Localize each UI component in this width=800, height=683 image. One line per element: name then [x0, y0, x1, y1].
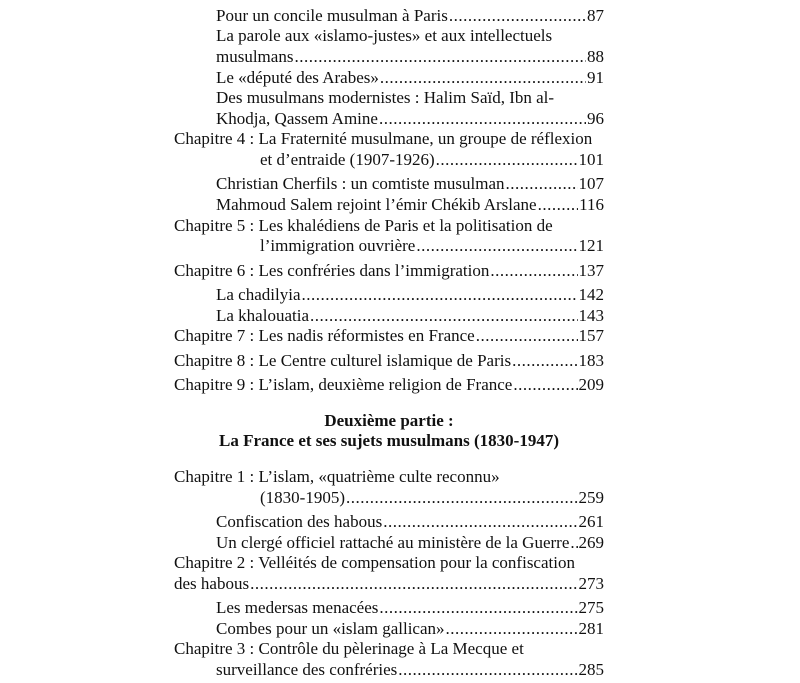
- toc-entry: [216, 305, 604, 327]
- toc-leader: [538, 194, 579, 216]
- toc-page-number: 281: [578, 618, 604, 638]
- toc-entry-title: Mahmoud Salem rejoint l’émir Chékib Arslane: [216, 195, 537, 214]
- toc-leader: [446, 618, 578, 640]
- toc-page-number: 261: [578, 511, 604, 531]
- toc-page-number: 275: [578, 598, 604, 618]
- toc-entry: [216, 194, 604, 216]
- toc-entry: [216, 46, 604, 68]
- toc-leader: [379, 108, 586, 130]
- toc-leader: [476, 325, 578, 347]
- toc-page-number: 142: [578, 285, 604, 304]
- toc-chapter: [174, 350, 604, 372]
- toc-entry-title: (1830-1905): [260, 487, 345, 507]
- toc-chapter-title: Chapitre 4 : La Fraternité musulmane, un groupe de réflexion: [174, 129, 593, 149]
- toc-chapter-title: Chapitre 9 : L’islam, deuxième religion de France: [174, 375, 513, 394]
- toc-entry: [216, 597, 604, 619]
- part-title: Deuxième partie :: [324, 410, 454, 430]
- toc-page-number: 143: [578, 305, 604, 325]
- toc-leader: [570, 532, 577, 554]
- toc-entry-title: Pour un concile musulman à Paris: [216, 5, 448, 25]
- toc-page-number: 137: [578, 260, 604, 280]
- toc-chapter-title: Chapitre 7 : Les nadis réformistes en France: [174, 326, 475, 346]
- toc-entry: [260, 149, 604, 171]
- toc-leader: [346, 487, 578, 509]
- toc-chapter-title: Chapitre 6 : Les confréries dans l’immigration: [174, 260, 490, 280]
- toc-leader: [294, 46, 586, 68]
- toc-leader: [302, 284, 578, 306]
- toc-entry: [216, 532, 604, 554]
- toc-entry-title: et d’entraide (1907-1926): [260, 150, 435, 169]
- toc-page-number: 157: [578, 326, 604, 346]
- toc-entry: [216, 618, 604, 640]
- toc-leader: [506, 173, 578, 195]
- toc-entry-title: Un clergé officiel rattaché au ministère de la Guerre: [216, 532, 570, 552]
- toc-entry: [216, 173, 604, 195]
- toc-entry-title: Les medersas menacées: [216, 598, 379, 618]
- toc-chapter-title: Chapitre 8 : Le Centre culturel islamique de Paris: [174, 350, 512, 370]
- toc-leader: [383, 511, 577, 533]
- toc-page-number: 121: [578, 236, 604, 256]
- toc-leader: [512, 350, 577, 372]
- toc-entry-title: La parole aux «islamo-justes» et aux intellectuels: [216, 26, 553, 46]
- toc-page-number: 269: [578, 532, 604, 552]
- toc-entry: [216, 67, 604, 89]
- toc-entry-title: surveillance des confréries: [216, 660, 398, 679]
- toc-chapter-title: Chapitre 3 : Contrôle du pèlerinage à La Mecque et: [174, 639, 524, 659]
- toc-leader: [416, 235, 577, 257]
- toc-chapter: [174, 573, 604, 595]
- toc-page-number: 183: [578, 350, 604, 370]
- toc-chapter-title: Chapitre 1 : L’islam, «quatrième culte reconnu»: [174, 466, 500, 486]
- toc-leader: [250, 573, 577, 595]
- toc-leader: [436, 149, 578, 171]
- toc-entry-title: l’immigration ouvrière: [260, 236, 416, 256]
- toc-leader: [513, 374, 577, 396]
- toc-entry: [216, 284, 604, 306]
- toc-page-number: 259: [578, 487, 604, 507]
- toc-chapter-title: des habous: [174, 573, 250, 593]
- toc-page-number: 116: [579, 195, 604, 214]
- toc-entry-title: La chadilyia: [216, 285, 301, 304]
- toc-page-number: 91: [587, 67, 604, 87]
- toc-page-number: 273: [578, 573, 604, 593]
- toc-entry-title: Confiscation des habous: [216, 511, 383, 531]
- toc-chapter-title: Chapitre 2 : Velléités de compensation pour la confiscation: [174, 553, 575, 573]
- toc-leader: [380, 67, 586, 89]
- toc-entry-title: musulmans: [216, 46, 294, 66]
- toc-entry: [216, 659, 604, 681]
- toc-leader: [490, 260, 577, 282]
- toc-chapter: [174, 374, 604, 396]
- toc-leader: [379, 597, 577, 619]
- toc-chapter-title: Chapitre 5 : Les khalédiens de Paris et la politisation de: [174, 215, 553, 235]
- toc-entry: [216, 511, 604, 533]
- toc-entry-title: Khodja, Qassem Amine: [216, 108, 378, 128]
- toc-page-number: 96: [587, 108, 604, 128]
- toc-entry-title: La khalouatia: [216, 305, 309, 325]
- part-subtitle: La France et ses sujets musulmans (1830-1947): [219, 431, 559, 451]
- toc-page-number: 88: [587, 46, 604, 66]
- toc-entry: [260, 235, 604, 257]
- toc-chapter: [174, 260, 604, 282]
- toc-page-number: 101: [578, 150, 604, 169]
- toc-entry-title: Des musulmans modernistes : Halim Saïd, Ibn al-: [216, 88, 555, 108]
- toc-chapter: [174, 325, 604, 347]
- toc-page-number: 87: [587, 5, 604, 25]
- toc-entry: [216, 5, 604, 27]
- toc-entry: [216, 108, 604, 130]
- toc-entry: [260, 487, 604, 509]
- toc-leader: [310, 305, 578, 327]
- toc-entry-title: Le «député des Arabes»: [216, 67, 379, 87]
- toc-leader: [398, 659, 577, 681]
- toc-page-number: 209: [578, 375, 604, 394]
- toc-entry-title: Christian Cherfils : un comtiste musulman: [216, 174, 505, 194]
- toc-page-number: 107: [578, 174, 604, 194]
- toc-entry-title: Combes pour un «islam gallican»: [216, 618, 445, 638]
- toc-page-number: 285: [578, 660, 604, 679]
- toc-leader: [449, 5, 586, 27]
